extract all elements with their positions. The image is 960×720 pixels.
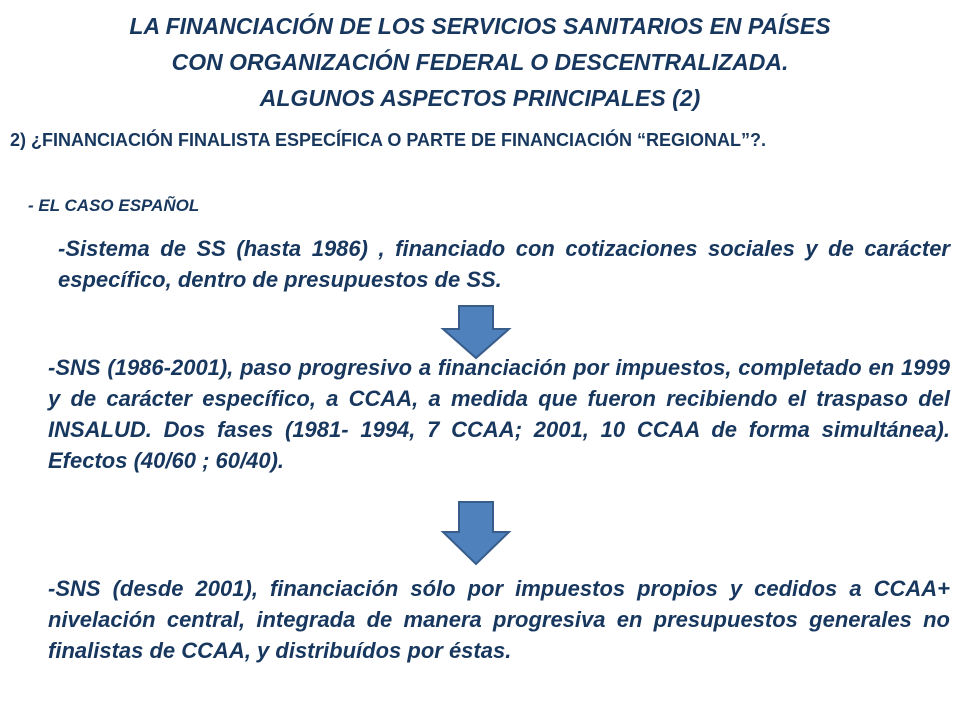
down-arrow-icon <box>440 500 512 566</box>
paragraph-sns-2001: -SNS (desde 2001), financiación sólo por impuestos propios y cedidos a CCAA+ nivelación central, integrada de manera progresiva en presupuestos generales no finalistas de CCAA, y distribuídos por éstas. <box>48 576 950 663</box>
paragraph-social-security: -Sistema de SS (hasta 1986) , financiado con cotizaciones sociales y de carácter específico, dentro de presupuestos de SS. <box>58 236 950 292</box>
title-line-1: LA FINANCIACIÓN DE LOS SERVICIOS SANITARIOS EN PAÍSES <box>129 13 831 39</box>
title-line-2: CON ORGANIZACIÓN FEDERAL O DESCENTRALIZADA. <box>171 49 789 75</box>
question-text: 2) ¿FINANCIACIÓN FINALISTA ESPECÍFICA O PARTE DE FINANCIACIÓN “REGIONAL”?. <box>10 130 766 150</box>
case-heading: - EL CASO ESPAÑOL <box>28 196 200 215</box>
slide-title <box>60 8 900 116</box>
paragraph-sns-1986-2001: -SNS (1986-2001), paso progresivo a financiación por impuestos, completado en 1999 y de carácter específico, a CCAA, a medida que fueron recibiendo el traspaso del INSALUD. Dos fases (1981- 1994, 7 CCAA; 2001, 10 CCAA de forma simultánea). Efectos (40/60 ; 60/40). <box>48 355 950 473</box>
title-line-3: ALGUNOS ASPECTOS PRINCIPALES (2) <box>259 85 701 111</box>
